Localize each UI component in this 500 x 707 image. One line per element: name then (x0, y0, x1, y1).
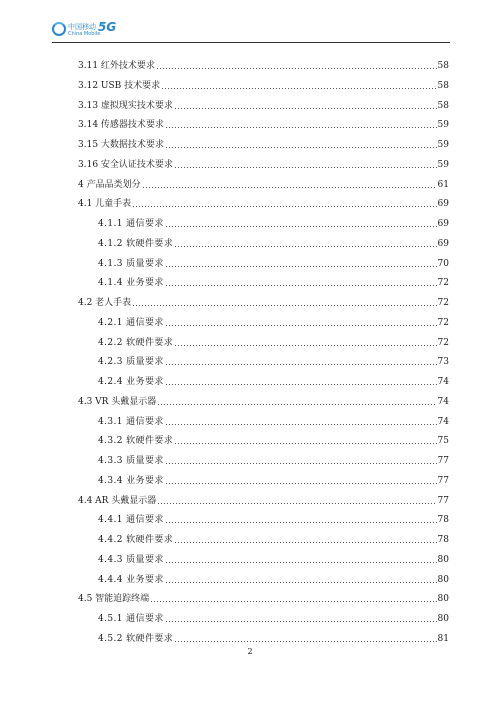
toc-entry-page: 69 (437, 238, 449, 249)
toc-entry-title: 4.3 VR 头戴显示器 (78, 396, 157, 407)
toc-entry-title: 4.2.3 质量要求 (98, 357, 164, 368)
toc-dot-leader (132, 299, 436, 307)
toc-dot-leader (165, 576, 437, 584)
toc-entry[interactable] (0, 447, 449, 467)
toc-entry[interactable] (0, 210, 449, 230)
toc-entry-page: 74 (437, 396, 449, 407)
toc-entry-title: 4 产品品类划分 (78, 179, 141, 190)
toc-entry-page: 72 (437, 278, 449, 289)
toc-entry-title: 4.1.2 软硬件要求 (98, 238, 174, 249)
toc-entry[interactable] (0, 585, 449, 605)
toc-entry-title: 4.4 AR 头戴显示器 (78, 495, 157, 506)
toc-dot-leader (165, 615, 437, 623)
toc-entry-title: 4.5.1 通信要求 (98, 614, 164, 624)
toc-dot-leader (174, 437, 436, 445)
toc-entry-page: 80 (437, 594, 449, 605)
toc-entry-page: 78 (437, 535, 449, 545)
header-divider (52, 42, 450, 43)
toc-entry[interactable] (0, 269, 449, 289)
toc-entry-title: 4.4.1 通信要求 (98, 515, 164, 526)
toc-entry-page: 73 (437, 357, 449, 368)
toc-dot-leader (174, 635, 436, 643)
toc-entry[interactable] (0, 506, 449, 526)
china-mobile-mark-icon (52, 22, 66, 36)
toc-dot-leader (165, 220, 437, 228)
toc-entry-title: 4.1 儿童手表 (78, 199, 132, 210)
toc-dot-leader (174, 102, 437, 110)
toc-entry[interactable] (0, 131, 449, 151)
toc-entry-page: 75 (437, 436, 449, 447)
toc-entry[interactable] (0, 92, 449, 112)
toc-entry-page: 70 (437, 258, 449, 269)
toc-entry[interactable] (0, 309, 449, 329)
toc-entry-title: 4.3.3 质量要求 (98, 456, 164, 466)
toc-entry[interactable] (0, 427, 449, 447)
toc-entry-title: 4.2.2 软硬件要求 (98, 337, 174, 348)
toc-entry[interactable] (0, 52, 449, 72)
toc-dot-leader (165, 418, 437, 426)
toc-entry[interactable] (0, 190, 449, 210)
toc-entry-title: 3.16 安全认证技术要求 (78, 159, 173, 170)
toc-entry-title: 4.3.4 业务要求 (98, 475, 164, 486)
toc-entry-page: 59 (437, 140, 449, 150)
toc-entry[interactable] (0, 250, 449, 270)
toc-entry-page: 69 (437, 199, 449, 210)
toc-entry-page: 72 (437, 298, 449, 308)
page-number: 2 (247, 647, 253, 656)
toc-entry-page: 58 (437, 61, 449, 71)
toc-entry-title: 4.5 智能追踪终端 (78, 594, 150, 605)
toc-entry-page: 58 (437, 100, 449, 111)
toc-entry[interactable] (0, 625, 449, 645)
toc-entry-page: 77 (437, 495, 449, 506)
toc-entry[interactable] (0, 605, 449, 625)
toc-dot-leader (132, 200, 436, 208)
toc-dot-leader (165, 141, 437, 149)
china-mobile-logo (52, 22, 132, 40)
toc-entry-title: 4.3.2 软硬件要求 (98, 436, 174, 447)
toc-dot-leader (174, 161, 437, 169)
toc-dot-leader (165, 260, 437, 268)
page-header (0, 0, 500, 46)
toc-entry[interactable] (0, 230, 449, 250)
toc-dot-leader (165, 457, 437, 465)
toc-dot-leader (165, 319, 437, 327)
toc-entry-page: 81 (437, 633, 449, 644)
logo-english-text: China Mobile (68, 31, 101, 37)
toc-entry[interactable] (0, 111, 449, 131)
toc-dot-leader (156, 62, 437, 70)
toc-entry-title: 4.2 老人手表 (78, 298, 132, 308)
toc-entry-title: 3.15 大数据技术要求 (78, 140, 164, 150)
toc-entry[interactable] (0, 151, 449, 171)
toc-entry-title: 4.4.2 软硬件要求 (98, 535, 174, 545)
toc-entry-title: 4.2.1 通信要求 (98, 317, 164, 328)
toc-entry-title: 3.12 USB 技术要求 (78, 80, 161, 91)
toc-entry-title: 3.13 虚拟现实技术要求 (78, 100, 173, 111)
toc-entry-title: 4.4.3 质量要求 (98, 554, 164, 565)
toc-dot-leader (165, 279, 437, 287)
toc-entry-title: 4.1.3 质量要求 (98, 258, 164, 269)
logo-chinese-text: 中国移动 (68, 23, 96, 31)
toc-entry-title: 4.1.4 业务要求 (98, 278, 164, 289)
toc-entry-title: 3.14 传感器技术要求 (78, 120, 164, 131)
toc-dot-leader (161, 82, 436, 90)
toc-entry[interactable] (0, 487, 449, 507)
toc-dot-leader (150, 595, 436, 603)
toc-entry-title: 4.2.4 业务要求 (98, 377, 164, 387)
toc-entry[interactable] (0, 546, 449, 566)
toc-entry-page: 80 (437, 574, 449, 585)
toc-entry[interactable] (0, 348, 449, 368)
toc-entry-page: 78 (437, 515, 449, 526)
toc-dot-leader (174, 339, 436, 347)
toc-entry-title: 4.3.1 通信要求 (98, 416, 164, 427)
toc-entry[interactable] (0, 289, 449, 309)
toc-entry-page: 59 (437, 159, 449, 170)
toc-dot-leader (165, 358, 437, 366)
toc-entry-page: 80 (437, 554, 449, 565)
toc-entry-title: 4.5.2 软硬件要求 (98, 633, 174, 644)
toc-entry-title: 4.4.4 业务要求 (98, 574, 164, 585)
toc-dot-leader (174, 240, 436, 248)
toc-dot-leader (165, 556, 437, 564)
toc-dot-leader (165, 516, 437, 524)
toc-entry-page: 80 (437, 614, 449, 624)
toc-entry-page: 74 (437, 416, 449, 427)
toc-dot-leader (142, 181, 437, 189)
toc-entry-page: 77 (437, 475, 449, 486)
toc-entry[interactable] (0, 467, 449, 487)
toc-dot-leader (157, 398, 436, 406)
toc-entry-page: 58 (437, 80, 449, 91)
toc-entry[interactable] (0, 566, 449, 586)
toc-entry-page: 72 (437, 337, 449, 348)
toc-entry-page: 72 (437, 317, 449, 328)
toc-dot-leader (157, 497, 436, 505)
toc-entry[interactable] (0, 388, 449, 408)
toc-entry-title: 4.1.1 通信要求 (98, 219, 164, 229)
toc-dot-leader (165, 477, 437, 485)
toc-entry-page: 74 (437, 377, 449, 387)
toc-entry-page: 61 (437, 179, 449, 190)
toc-entry-page: 77 (437, 456, 449, 466)
toc-entry[interactable] (0, 171, 449, 191)
toc-dot-leader (174, 536, 436, 544)
toc-entry-page: 59 (437, 120, 449, 131)
toc-entry[interactable] (0, 408, 449, 428)
toc-entry[interactable] (0, 329, 449, 349)
toc-entry[interactable] (0, 526, 449, 546)
toc-dot-leader (165, 378, 437, 386)
toc-entry-title: 3.11 红外技术要求 (78, 61, 155, 71)
toc-entry[interactable] (0, 368, 449, 388)
logo-5g-text: 5G (98, 20, 117, 34)
toc-entry[interactable] (0, 72, 449, 92)
toc-dot-leader (165, 121, 437, 129)
toc-entry-page: 69 (437, 219, 449, 229)
